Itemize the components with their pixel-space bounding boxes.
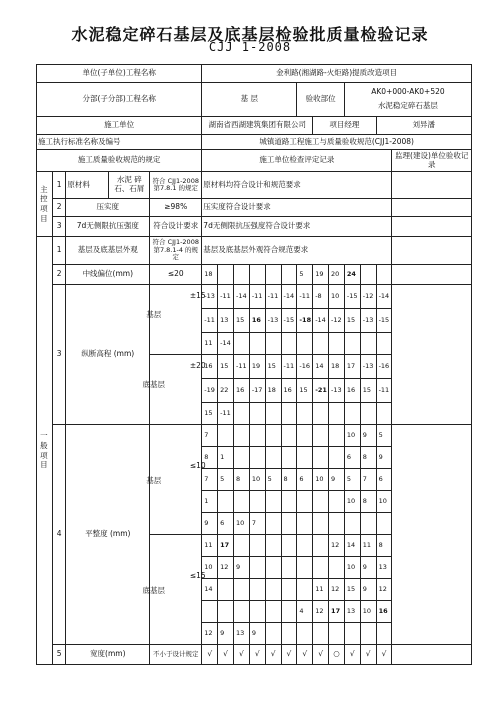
- elevation-value: [313, 333, 329, 355]
- flatness-value: 10: [344, 491, 360, 513]
- flatness-value: [281, 425, 297, 447]
- flatness-subbase-std: [142, 535, 206, 645]
- flatness-value: 8: [376, 535, 392, 557]
- standard-value: 城镇道路工程施工与质量验收规范(CJJ1-2008): [202, 135, 472, 150]
- flatness-value: 10: [344, 425, 360, 447]
- header-row-construction: [37, 117, 472, 135]
- flatness-value: [218, 425, 234, 447]
- main-item-no: 2: [52, 199, 66, 217]
- elevation-value: [329, 333, 345, 355]
- elevation-value: -11: [218, 403, 234, 425]
- construction-unit-label: 施工单位: [37, 117, 202, 135]
- flatness-value: 5: [218, 469, 234, 491]
- elevation-value: -13: [265, 309, 281, 333]
- flatness-value: 10: [360, 601, 376, 623]
- supervisor-cell: [392, 237, 472, 265]
- flatness-value: 10: [233, 513, 249, 535]
- flatness-subbase-tolerance: ≤15: [189, 570, 206, 580]
- main-item-sub: 水泥 碎石、石屑: [109, 172, 150, 199]
- elevation-value: 15: [297, 379, 313, 403]
- flatness-value: [281, 557, 297, 579]
- main-item-name: 原材料: [66, 172, 109, 199]
- flatness-value: 10: [313, 469, 329, 491]
- project-manager-value: 刘异潘: [376, 117, 471, 135]
- elevation-value: -13: [329, 379, 345, 403]
- flatness-value: 7: [202, 469, 218, 491]
- width-check: √: [360, 645, 376, 665]
- flatness-value: 8: [233, 469, 249, 491]
- offset-value: [233, 265, 249, 285]
- check-column-header: 施工单位检查评定记录: [202, 150, 392, 172]
- general-item-row-2: [37, 265, 472, 285]
- flatness-value: 12: [329, 535, 345, 557]
- offset-value: [360, 265, 376, 285]
- elevation-value: 15: [218, 355, 234, 379]
- flatness-value: [313, 491, 329, 513]
- elevation-value: -16: [297, 355, 313, 379]
- flatness-value: 5: [265, 469, 281, 491]
- header-row-standard: [37, 135, 472, 150]
- elevation-value: 15: [202, 403, 218, 425]
- elevation-value: [265, 403, 281, 425]
- elevation-value: 11: [202, 333, 218, 355]
- flatness-value: [233, 601, 249, 623]
- main-item-no: 1: [52, 172, 66, 199]
- elevation-value: -13: [202, 285, 218, 309]
- width-check: √: [376, 645, 392, 665]
- flatness-value: [281, 601, 297, 623]
- elevation-value: -14: [376, 285, 392, 309]
- elevation-value: -14: [218, 333, 234, 355]
- elevation-value: -11: [376, 379, 392, 403]
- flatness-value: 9: [376, 447, 392, 469]
- flatness-value: [281, 491, 297, 513]
- header-row-sub: [37, 83, 472, 117]
- offset-value: 5: [297, 265, 313, 285]
- elevation-subbase-std: [142, 355, 206, 425]
- flatness-value: 1: [202, 491, 218, 513]
- flatness-value: [360, 623, 376, 645]
- general-item-name: 中线偏位(mm): [66, 265, 150, 285]
- width-check: √: [218, 645, 234, 665]
- inspection-table: [36, 64, 472, 665]
- flatness-value: 9: [233, 557, 249, 579]
- flatness-value: [265, 579, 281, 601]
- elevation-value: [249, 333, 265, 355]
- elevation-value: 22: [218, 379, 234, 403]
- flatness-value: [202, 601, 218, 623]
- elevation-value: -8: [313, 285, 329, 309]
- elevation-value: [281, 403, 297, 425]
- elevation-value: 15: [360, 379, 376, 403]
- column-header-row: [37, 150, 472, 172]
- elevation-value: -15: [376, 309, 392, 333]
- supervisor-cell: [392, 285, 472, 425]
- elevation-value: 15: [344, 309, 360, 333]
- elevation-value: -17: [249, 379, 265, 403]
- unit-project-label: 单位(子单位)工程名称: [37, 65, 202, 83]
- elevation-base-row: [37, 285, 472, 309]
- flatness-value: [313, 535, 329, 557]
- flatness-value: [360, 513, 376, 535]
- acceptance-part-value: [344, 83, 471, 117]
- flatness-value: 12: [202, 623, 218, 645]
- offset-value: [281, 265, 297, 285]
- elevation-value: -11: [202, 309, 218, 333]
- elevation-value: [329, 403, 345, 425]
- flatness-value: [249, 579, 265, 601]
- flatness-value: 9: [218, 623, 234, 645]
- main-item-row-3: [37, 217, 472, 237]
- elevation-value: [344, 333, 360, 355]
- elevation-value: -14: [233, 285, 249, 309]
- elevation-value: 15: [233, 309, 249, 333]
- spec-column-header: 施工质量验收规范的规定: [37, 150, 202, 172]
- elevation-value: [297, 403, 313, 425]
- flatness-value: [265, 623, 281, 645]
- flatness-value: [297, 579, 313, 601]
- flatness-value: 10: [202, 557, 218, 579]
- width-row: [37, 645, 472, 665]
- flatness-value: [265, 557, 281, 579]
- flatness-value: 8: [360, 447, 376, 469]
- flatness-value: [249, 601, 265, 623]
- general-item-row-1: [37, 237, 472, 265]
- general-item-no: 3: [52, 285, 66, 425]
- acceptance-part-label: 验收部位: [297, 83, 345, 117]
- general-item-name: 宽度(mm): [66, 645, 150, 665]
- supervisor-cell: [392, 199, 472, 217]
- acceptance-part-line1: AK0+000-AK0+520: [371, 87, 445, 97]
- elevation-value: -11: [249, 285, 265, 309]
- flatness-value: [265, 447, 281, 469]
- flatness-value: [297, 491, 313, 513]
- flatness-value: [265, 535, 281, 557]
- flatness-value: [218, 579, 234, 601]
- flatness-value: [233, 425, 249, 447]
- width-check: √: [233, 645, 249, 665]
- flatness-value: [329, 425, 345, 447]
- elevation-value: 16: [281, 379, 297, 403]
- width-check: √: [249, 645, 265, 665]
- flatness-value: [233, 535, 249, 557]
- general-item-std: 符合 CJJ1-2008 第7.8.1-4 的规定: [150, 237, 202, 265]
- general-item-std: ≤20: [150, 265, 202, 285]
- flatness-value: 8: [281, 469, 297, 491]
- elevation-value: [344, 403, 360, 425]
- elevation-value: [360, 403, 376, 425]
- main-item-std: ≥98%: [150, 199, 202, 217]
- flatness-value: [265, 425, 281, 447]
- flatness-value: 14: [202, 579, 218, 601]
- flatness-value: 6: [218, 513, 234, 535]
- flatness-value: [249, 447, 265, 469]
- elevation-base-tolerance: ±15: [189, 290, 206, 300]
- elevation-value: -12: [329, 309, 345, 333]
- standard-label: 施工执行标准名称及编号: [37, 135, 202, 150]
- flatness-value: 9: [249, 623, 265, 645]
- elevation-value: -11: [297, 285, 313, 309]
- flatness-value: 4: [297, 601, 313, 623]
- elevation-value: 16: [344, 379, 360, 403]
- elevation-value: -14: [281, 285, 297, 309]
- elevation-value: [360, 333, 376, 355]
- width-check: √: [265, 645, 281, 665]
- flatness-value: [249, 425, 265, 447]
- elevation-base-std: [146, 285, 206, 355]
- flatness-value: [265, 491, 281, 513]
- elevation-value: 14: [313, 355, 329, 379]
- flatness-value: 12: [218, 557, 234, 579]
- flatness-value: [329, 513, 345, 535]
- elevation-value: 16: [202, 355, 218, 379]
- flatness-value: [376, 623, 392, 645]
- sub-project-value: 基 层: [202, 83, 297, 117]
- elevation-value: 18: [329, 355, 345, 379]
- main-item-record: 原材料均符合设计和规范要求: [202, 172, 392, 199]
- elevation-value: -18: [297, 309, 313, 333]
- flatness-value: 13: [344, 601, 360, 623]
- header-row-unit: [37, 65, 472, 83]
- elevation-subbase-tolerance: ±20: [189, 360, 206, 370]
- supervisor-cell: [392, 265, 472, 285]
- flatness-value: [281, 623, 297, 645]
- offset-value: 20: [329, 265, 345, 285]
- main-items-label: 主控项目: [37, 172, 53, 237]
- width-check: √: [202, 645, 218, 665]
- width-check: √: [281, 645, 297, 665]
- main-item-std: 符合 CJJ1-2008 第7.8.1 的规定: [150, 172, 202, 199]
- elevation-value: 16: [233, 379, 249, 403]
- elevation-value: 15: [265, 355, 281, 379]
- elevation-value: -11: [281, 355, 297, 379]
- flatness-value: [233, 447, 249, 469]
- flatness-value: [297, 623, 313, 645]
- flatness-value: 9: [202, 513, 218, 535]
- elevation-value: -14: [313, 309, 329, 333]
- main-item-name: 7d无侧限抗压强度: [66, 217, 150, 237]
- elevation-value: 10: [329, 285, 345, 309]
- project-manager-label: 项目经理: [313, 117, 376, 135]
- elevation-subbase-label: 底基层: [142, 379, 165, 389]
- elevation-value: [265, 333, 281, 355]
- elevation-value: -11: [233, 355, 249, 379]
- flatness-value: [313, 425, 329, 447]
- main-item-row-2: [37, 199, 472, 217]
- sub-project-label: 分部(子分部)工程名称: [37, 83, 202, 117]
- elevation-value: 17: [344, 355, 360, 379]
- flatness-value: 12: [376, 579, 392, 601]
- flatness-value: 11: [313, 579, 329, 601]
- elevation-value: -16: [376, 355, 392, 379]
- elevation-value: [281, 333, 297, 355]
- general-item-no: 5: [52, 645, 66, 665]
- flatness-value: [281, 513, 297, 535]
- flatness-value: 9: [360, 557, 376, 579]
- supervisor-column-header: 监理(建设)单位验收记录: [392, 150, 472, 172]
- flatness-value: 9: [329, 469, 345, 491]
- general-item-name: 平整度 (mm): [66, 425, 150, 645]
- elevation-value: [233, 403, 249, 425]
- flatness-base-row: [37, 425, 472, 447]
- flatness-value: [297, 557, 313, 579]
- main-item-row-1: [37, 172, 472, 199]
- flatness-value: 10: [344, 557, 360, 579]
- width-check: √: [313, 645, 329, 665]
- main-item-no: 3: [52, 217, 66, 237]
- flatness-value: 10: [376, 491, 392, 513]
- elevation-value: 18: [265, 379, 281, 403]
- elevation-value: -11: [218, 285, 234, 309]
- flatness-value: [218, 601, 234, 623]
- flatness-value: 6: [376, 469, 392, 491]
- elevation-value: [297, 333, 313, 355]
- flatness-value: [297, 425, 313, 447]
- flatness-value: 12: [329, 579, 345, 601]
- supervisor-cell: [392, 172, 472, 199]
- flatness-value: [249, 557, 265, 579]
- flatness-value: [344, 623, 360, 645]
- construction-unit-value: 湖南省西湖建筑集团有限公司: [202, 117, 313, 135]
- offset-value: 19: [313, 265, 329, 285]
- flatness-value: [329, 447, 345, 469]
- flatness-value: 7: [202, 425, 218, 447]
- flatness-value: [249, 535, 265, 557]
- flatness-value: [313, 447, 329, 469]
- flatness-value: [281, 535, 297, 557]
- elevation-value: [376, 403, 392, 425]
- elevation-value: -15: [281, 309, 297, 333]
- offset-value: [249, 265, 265, 285]
- elevation-value: [233, 333, 249, 355]
- flatness-value: 13: [376, 557, 392, 579]
- offset-value: 18: [202, 265, 218, 285]
- flatness-value: [281, 579, 297, 601]
- flatness-value: 16: [376, 601, 392, 623]
- flatness-value: 17: [218, 535, 234, 557]
- elevation-value: 16: [249, 309, 265, 333]
- flatness-value: 5: [344, 469, 360, 491]
- flatness-value: 7: [360, 469, 376, 491]
- flatness-value: 6: [297, 469, 313, 491]
- flatness-value: 9: [360, 425, 376, 447]
- flatness-value: 14: [344, 535, 360, 557]
- width-check: √: [297, 645, 313, 665]
- flatness-value: [329, 623, 345, 645]
- elevation-value: -11: [265, 285, 281, 309]
- flatness-value: [313, 513, 329, 535]
- flatness-value: [265, 601, 281, 623]
- flatness-value: [329, 557, 345, 579]
- flatness-value: [329, 491, 345, 513]
- flatness-subbase-label: 底基层: [142, 585, 165, 595]
- flatness-value: 10: [249, 469, 265, 491]
- flatness-value: [297, 447, 313, 469]
- flatness-value: 15: [344, 579, 360, 601]
- elevation-value: 13: [218, 309, 234, 333]
- flatness-value: 8: [202, 447, 218, 469]
- flatness-value: [265, 513, 281, 535]
- general-item-no: 1: [52, 237, 66, 265]
- flatness-value: 6: [344, 447, 360, 469]
- flatness-value: [218, 491, 234, 513]
- flatness-base-std: [146, 425, 206, 535]
- width-check: √: [344, 645, 360, 665]
- flatness-value: [297, 513, 313, 535]
- width-check: ○: [329, 645, 345, 665]
- flatness-value: 9: [360, 579, 376, 601]
- elevation-value: -12: [360, 285, 376, 309]
- flatness-value: [376, 513, 392, 535]
- flatness-value: 11: [202, 535, 218, 557]
- offset-value: [376, 265, 392, 285]
- flatness-value: 13: [233, 623, 249, 645]
- unit-project-value: 金利路(湘湖路-火炬路)提质改造项目: [202, 65, 472, 83]
- acceptance-part-line2: 水泥稳定碎石基层: [377, 101, 438, 110]
- general-item-no: 4: [52, 425, 66, 645]
- flatness-value: 12: [313, 601, 329, 623]
- offset-value: [265, 265, 281, 285]
- standard-code: CJJ 1-2008: [208, 40, 292, 54]
- general-item-name: 基层及底基层外观: [66, 237, 150, 265]
- main-item-record: 7d无侧限抗压强度符合设计要求: [202, 217, 392, 237]
- elevation-base-label: 基层: [146, 309, 162, 319]
- flatness-value: [313, 557, 329, 579]
- supervisor-cell: [392, 425, 472, 645]
- flatness-value: 11: [360, 535, 376, 557]
- flatness-value: [233, 579, 249, 601]
- general-item-no: 2: [52, 265, 66, 285]
- general-item-std: 不小于设计规定: [150, 645, 202, 665]
- flatness-value: [313, 623, 329, 645]
- flatness-value: [281, 447, 297, 469]
- elevation-value: -21: [313, 379, 329, 403]
- main-item-name: 压实度: [66, 199, 150, 217]
- main-item-std: 符合设计要求: [150, 217, 202, 237]
- elevation-value: 19: [249, 355, 265, 379]
- flatness-value: [233, 491, 249, 513]
- general-items-label: 一般项目: [37, 237, 53, 665]
- general-item-record: 基层及底基层外观符合规范要求: [202, 237, 392, 265]
- elevation-value: -15: [344, 285, 360, 309]
- flatness-value: [344, 513, 360, 535]
- main-item-record: 压实度符合设计要求: [202, 199, 392, 217]
- general-item-name: 纵断高程 (mm): [66, 285, 150, 425]
- flatness-value: 5: [376, 425, 392, 447]
- elevation-value: [376, 333, 392, 355]
- flatness-value: 7: [249, 513, 265, 535]
- elevation-value: -13: [360, 355, 376, 379]
- flatness-base-tolerance: ≤10: [189, 460, 206, 470]
- flatness-value: 8: [360, 491, 376, 513]
- offset-value: [218, 265, 234, 285]
- flatness-value: [297, 535, 313, 557]
- elevation-value: -19: [202, 379, 218, 403]
- supervisor-cell: [392, 645, 472, 665]
- supervisor-cell: [392, 217, 472, 237]
- flatness-value: [249, 491, 265, 513]
- flatness-value: 17: [329, 601, 345, 623]
- elevation-value: [249, 403, 265, 425]
- flatness-value: 1: [218, 447, 234, 469]
- elevation-value: [313, 403, 329, 425]
- elevation-value: -13: [360, 309, 376, 333]
- flatness-base-label: 基层: [146, 475, 162, 485]
- page-title: 水泥稳定碎石基层及底基层检验批质量检验记录: [71, 25, 429, 44]
- offset-value: 24: [344, 265, 360, 285]
